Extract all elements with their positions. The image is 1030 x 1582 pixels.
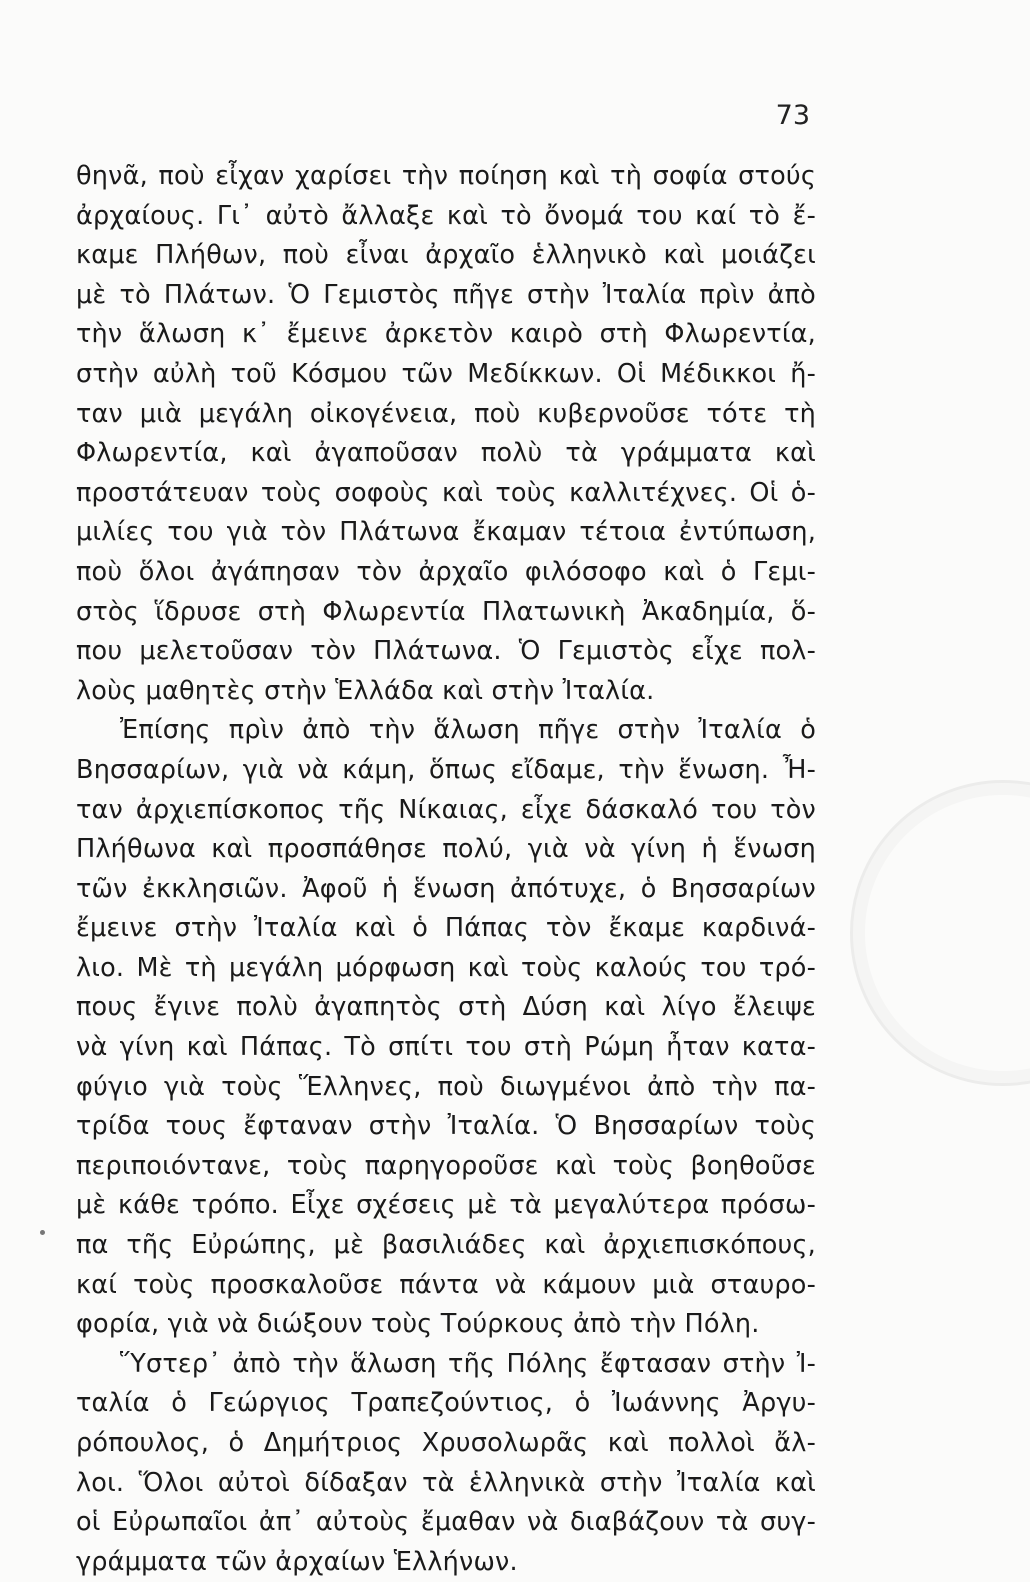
text-line: προστάτευαν τοὺς σοφοὺς καὶ τοὺς καλλιτέχνες. Οἱ ὁ-	[76, 477, 816, 508]
text-line: πους ἔγινε πολὺ ἀγαπητὸς στὴ Δύση καὶ λίγο ἔλειψε	[76, 992, 816, 1023]
text-line: τὴν ἅλωση κ᾿ ἔμεινε ἀρκετὸν καιρὸ στὴ Φλωρεντία,	[76, 319, 816, 350]
text-line: ἔμεινε στὴν Ἰταλία καὶ ὁ Πάπας τὸν ἔκαμε καρδινά-	[76, 913, 816, 944]
text-line: Βησσαρίων, γιὰ νὰ κάμη, ὅπως εἴδαμε, τὴν ἕνωση. Ἦ-	[76, 754, 816, 785]
text-line: στὸς ἵδρυσε στὴ Φλωρεντία Πλατωνικὴ Ἀκαδημία, ὅ-	[76, 596, 816, 627]
text-line: ταν ἀρχιεπίσκοπος τῆς Νίκαιας, εἶχε δάσκαλό του τὸν	[76, 794, 816, 825]
faded-library-stamp	[850, 780, 1030, 1086]
text-line: θηνᾶ, ποὺ εἶχαν χαρίσει τὴν ποίηση καὶ τὴ σοφία στούς	[76, 161, 816, 191]
text-line: Ἐπίσης πρὶν ἀπὸ τὴν ἅλωση πῆγε στὴν Ἰταλία ὁ	[120, 715, 816, 746]
ink-speck	[40, 1230, 45, 1235]
text-line: περιποιόντανε, τοὺς παρηγοροῦσε καὶ τοὺς βοηθοῦσε	[76, 1150, 816, 1181]
text-line: λιο. Μὲ τὴ μεγάλη μόρφωση καὶ τοὺς καλούς του τρό-	[76, 952, 816, 983]
text-line: φύγιο γιὰ τοὺς Ἕλληνες, ποὺ διωγμένοι ἀπὸ τὴν πα-	[76, 1071, 816, 1102]
text-line: ταλία ὁ Γεώργιος Τραπεζούντιος, ὁ Ἰωάννης Ἀργυ-	[76, 1388, 816, 1419]
text-line: τρίδα τους ἔφταναν στὴν Ἰταλία. Ὁ Βησσαρίων τοὺς	[76, 1111, 816, 1142]
text-line: γράμματα τῶν ἀρχαίων Ἑλλήνων.	[76, 1546, 518, 1577]
text-line: νὰ γίνη καὶ Πάπας. Τὸ σπίτι του στὴ Ρώμη ἦταν κατα-	[76, 1032, 816, 1063]
text-line: τῶν ἐκκλησιῶν. Ἀφοῦ ἡ ἕνωση ἀπότυχε, ὁ Βησσαρίων	[76, 873, 816, 904]
text-line: μιλίες του γιὰ τὸν Πλάτωνα ἔκαμαν τέτοια ἐντύπωση,	[76, 517, 816, 548]
body-text	[76, 157, 816, 1582]
text-line: καί τοὺς προσκαλοῦσε πάντα νὰ κάμουν μιὰ σταυρο-	[76, 1269, 816, 1300]
page-number: 73	[775, 100, 810, 131]
text-line: λοι. Ὅλοι αὐτοὶ δίδαξαν τὰ ἑλληνικὰ στὴν Ἰταλία καὶ	[76, 1467, 816, 1498]
text-line: Ὕστερ᾿ ἀπὸ τὴν ἅλωση τῆς Πόλης ἔφτασαν στὴν Ἰ-	[120, 1348, 816, 1379]
text-line: Πλήθωνα καὶ προσπάθησε πολύ, γιὰ νὰ γίνη ἡ ἕνωση	[76, 834, 816, 865]
text-line: ρόπουλος, ὁ Δημήτριος Χρυσολωρᾶς καὶ πολλοὶ ἄλ-	[76, 1428, 816, 1458]
text-line: πα τῆς Εὐρώπης, μὲ βασιλιάδες καὶ ἀρχιεπισκόπους,	[76, 1230, 816, 1261]
text-line: φορία, γιὰ νὰ διώξουν τοὺς Τούρκους ἀπὸ τὴν Πόλη.	[76, 1309, 760, 1340]
text-line: λοὺς μαθητὲς στὴν Ἑλλάδα καὶ στὴν Ἰταλία.	[76, 675, 655, 706]
text-line: μὲ τὸ Πλάτων. Ὁ Γεμιστὸς πῆγε στὴν Ἰταλία πρὶν ἀπὸ	[76, 279, 816, 310]
text-line: που μελετοῦσαν τὸν Πλάτωνα. Ὁ Γεμιστὸς εἶχε πολ-	[76, 636, 816, 667]
text-line: οἱ Εὐρωπαῖοι ἀπ᾿ αὐτοὺς ἔμαθαν νὰ διαβάζουν τὰ συγ-	[76, 1507, 816, 1538]
text-line: μὲ κάθε τρόπο. Εἶχε σχέσεις μὲ τὰ μεγαλύτερα πρόσω-	[76, 1190, 816, 1221]
text-line: καμε Πλήθων, ποὺ εἶναι ἀρχαῖο ἑλληνικὸ καὶ μοιάζει	[76, 240, 816, 271]
text-line: ἀρχαίους. Γι᾿ αὐτὸ ἄλλαξε καὶ τὸ ὄνομά του καί τὸ ἔ-	[76, 200, 816, 231]
text-line: Φλωρεντία, καὶ ἀγαποῦσαν πολὺ τὰ γράμματα καὶ	[76, 438, 816, 469]
text-line: ποὺ ὅλοι ἀγάπησαν τὸν ἀρχαῖο φιλόσοφο καὶ ὁ Γεμι-	[76, 556, 816, 587]
text-line: στὴν αὐλὴ τοῦ Κόσμου τῶν Μεδίκκων. Οἱ Μέδικκοι ἤ-	[76, 358, 816, 389]
text-line: ταν μιὰ μεγάλη οἰκογένεια, ποὺ κυβερνοῦσε τότε τὴ	[76, 398, 816, 429]
